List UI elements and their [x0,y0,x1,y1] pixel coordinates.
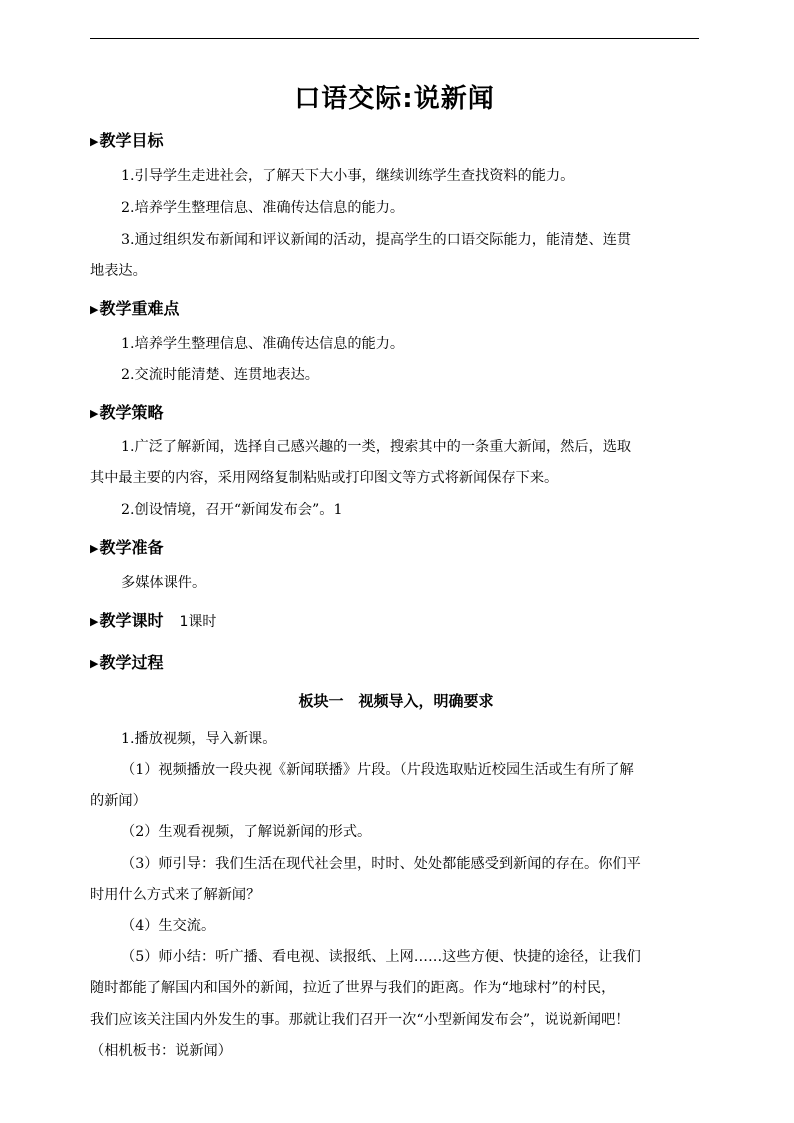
heading-process [90,650,163,673]
block-title: 板块一 视频导入，明确要求 [298,692,494,710]
triangle-bullet-icon: ▶ [90,657,99,670]
heading-hours [90,608,216,631]
key-points-line-1: 1.培养学生整理信息、准确传达信息的能力。 [121,336,405,352]
process-line-7: （4）生交流。 [121,918,216,934]
page-title: 口语交际:说新闻 [294,84,495,114]
preparation-line-1: 多媒体课件。 [121,575,207,591]
triangle-bullet-icon: ▶ [90,407,99,420]
process-line-10: 我们应该关注国内外发生的事。那就让我们召开一次“小型新闻发布会”，说说新闻吧！ [90,1012,630,1028]
process-line-2: （1）视频播放一段央视《新闻联播》片段。（片段选取贴近校园生活或生有所了解 [121,762,634,778]
heading-preparation-label: 教学准备 [99,538,164,557]
goals-line-2: 2.培养学生整理信息、准确传达信息的能力。 [121,200,405,216]
triangle-bullet-icon: ▶ [90,542,99,555]
process-line-4: （2）生观看视频，了解说新闻的形式。 [121,824,372,840]
triangle-bullet-icon: ▶ [90,303,99,316]
triangle-bullet-icon: ▶ [90,615,99,628]
heading-goals-label: 教学目标 [99,131,164,150]
process-line-8: （5）师小结：听广播、看电视、读报纸、上网……这些方便、快捷的途径，让我们 [121,949,641,965]
heading-goals [90,128,163,151]
hours-value: 1课时 [179,614,217,630]
heading-hours-label: 教学课时 [99,611,164,630]
heading-preparation [90,535,163,558]
strategy-line-2: 其中最主要的内容，采用网络复制粘贴或打印图文等方式将新闻保存下来。 [90,470,559,486]
heading-key-points-label: 教学重难点 [99,299,180,318]
header-rule [90,38,699,39]
goals-line-4: 地表达。 [90,263,147,279]
triangle-bullet-icon: ▶ [90,135,99,148]
heading-process-label: 教学过程 [99,653,164,672]
heading-strategy-label: 教学策略 [99,403,164,422]
strategy-line-1: 1.广泛了解新闻，选择自己感兴趣的一类，搜索其中的一条重大新闻，然后，选取 [121,439,632,455]
strategy-line-3: 2.创设情境，召开“新闻发布会”。1 [121,502,343,518]
process-line-1: 1.播放视频，导入新课。 [121,731,277,747]
process-line-5: （3）师引导：我们生活在现代社会里，时时、处处都能感受到新闻的存在。你们平 [121,856,641,872]
process-line-3: 的新闻） [90,793,147,809]
process-line-6: 时用什么方式来了解新闻？ [90,887,261,903]
heading-strategy [90,400,163,423]
goals-line-1: 1.引导学生走进社会，了解天下大小事，继续训练学生查找资料的能力。 [121,168,575,184]
key-points-line-2: 2.交流时能清楚、连贯地表达。 [121,367,319,383]
heading-key-points [90,296,179,319]
process-line-9: 随时都能了解国内和国外的新闻，拉近了世界与我们的距离。作为“地球村”的村民， [90,980,616,996]
process-line-11: （相机板书：说新闻） [90,1043,232,1059]
goals-line-3: 3.通过组织发布新闻和评议新闻的活动，提高学生的口语交际能力，能清楚、连贯 [121,232,632,248]
